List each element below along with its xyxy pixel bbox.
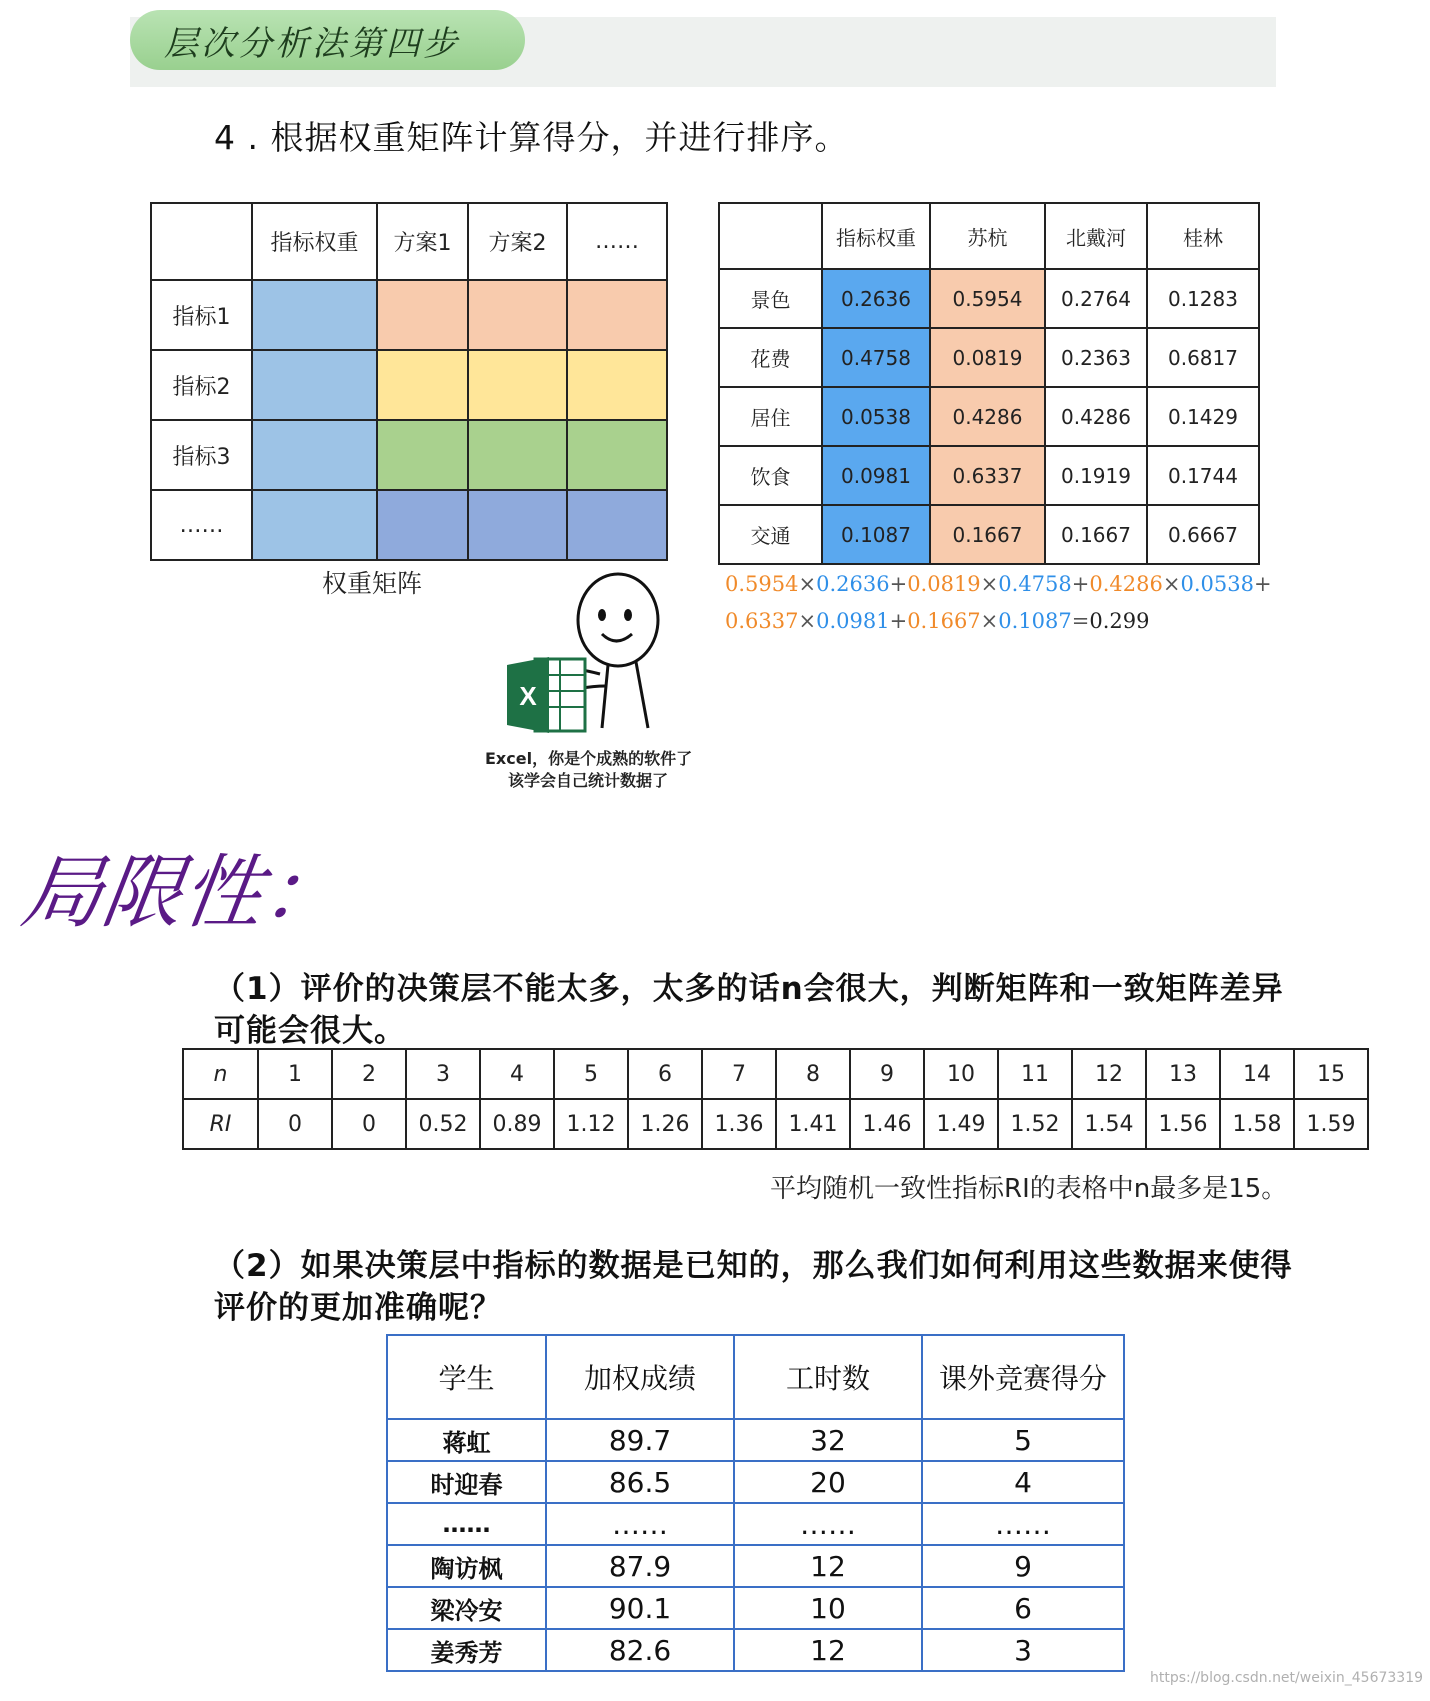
ri-value-cell: 0.52 <box>406 1099 480 1149</box>
ri-ri-label: RI <box>183 1099 258 1149</box>
scores-row <box>719 269 1259 328</box>
weight-cell: 0.4758 <box>822 328 930 387</box>
ri-n-cell: 6 <box>628 1049 702 1099</box>
formula-token: 0.1087 <box>998 609 1072 633</box>
student-value-cell: 90.1 <box>546 1587 734 1629</box>
ri-n-row <box>183 1049 1368 1099</box>
formula-token: × <box>1162 572 1181 596</box>
ri-value-cell: 1.49 <box>924 1099 998 1149</box>
section-title: 层次分析法第四步 <box>130 10 525 70</box>
ri-n-cell: 14 <box>1220 1049 1294 1099</box>
student-row <box>387 1419 1124 1461</box>
matrix-row-label: 指标2 <box>151 350 252 420</box>
student-name-cell: 陶访枫 <box>387 1545 546 1587</box>
matrix-header-cell: 方案2 <box>468 203 567 280</box>
scores-row <box>719 328 1259 387</box>
formula-token: + <box>889 609 908 633</box>
formula-token: 0.0538 <box>1180 572 1254 596</box>
student-value-cell: 12 <box>734 1545 922 1587</box>
ri-n-cell: 13 <box>1146 1049 1220 1099</box>
matrix-row-label: …… <box>151 490 252 560</box>
scores-header-cell: 桂林 <box>1147 203 1259 269</box>
watermark: https://blog.csdn.net/weixin_45673319 <box>1150 1670 1424 1686</box>
matrix-color-cell <box>252 350 377 420</box>
option-cell: 0.0819 <box>930 328 1045 387</box>
ri-value-cell: 1.46 <box>850 1099 924 1149</box>
ri-value-cell: 1.12 <box>554 1099 628 1149</box>
student-header-cell: 课外竞赛得分 <box>922 1335 1124 1419</box>
ri-value-cell: 1.56 <box>1146 1099 1220 1149</box>
matrix-color-cell <box>468 280 567 350</box>
scores-row-label: 花费 <box>719 328 822 387</box>
value-cell: 0.6817 <box>1147 328 1259 387</box>
weight-matrix-table <box>150 202 668 561</box>
ri-value-cell: 1.26 <box>628 1099 702 1149</box>
formula-token: × <box>980 572 999 596</box>
value-cell: 0.6667 <box>1147 505 1259 564</box>
matrix-row <box>151 490 667 560</box>
student-value-cell: 82.6 <box>546 1629 734 1671</box>
student-value-cell: 32 <box>734 1419 922 1461</box>
student-value-cell: 5 <box>922 1419 1124 1461</box>
ri-n-cell: 10 <box>924 1049 998 1099</box>
scores-header-cell <box>719 203 822 269</box>
formula-token: 0.0819 <box>907 572 981 596</box>
excel-icon <box>505 655 590 735</box>
formula-token: × <box>980 609 999 633</box>
scores-row-label: 居住 <box>719 387 822 446</box>
matrix-caption: 权重矩阵 <box>322 569 423 598</box>
student-header-cell: 学生 <box>387 1335 546 1419</box>
weight-cell: 0.0538 <box>822 387 930 446</box>
ri-value-cell: 1.58 <box>1220 1099 1294 1149</box>
ri-value-cell: 1.36 <box>702 1099 776 1149</box>
limitation-point-2-line-1: （2）如果决策层中指标的数据是已知的，那么我们如何利用这些数据来使得 <box>214 1248 1293 1284</box>
value-cell: 0.1429 <box>1147 387 1259 446</box>
ri-n-cell: 11 <box>998 1049 1072 1099</box>
student-name-cell: 蒋虹 <box>387 1419 546 1461</box>
scores-row-label: 饮食 <box>719 446 822 505</box>
ri-value-cell: 1.41 <box>776 1099 850 1149</box>
handwritten-limitations-title <box>16 828 350 958</box>
meme-caption-line-2: 该学会自己统计数据了 <box>508 771 669 790</box>
matrix-header-cell: …… <box>567 203 667 280</box>
scores-row <box>719 387 1259 446</box>
formula-line-2 <box>725 609 1150 633</box>
student-row <box>387 1503 1124 1545</box>
student-row <box>387 1545 1124 1587</box>
scores-header-cell: 指标权重 <box>822 203 930 269</box>
option-cell: 0.6337 <box>930 446 1045 505</box>
ri-value-cell: 1.52 <box>998 1099 1072 1149</box>
ri-value-row <box>183 1099 1368 1149</box>
matrix-color-cell <box>567 350 667 420</box>
formula-token: 0.6337 <box>725 609 799 633</box>
student-value-cell: …… <box>546 1503 734 1545</box>
student-value-cell: 10 <box>734 1587 922 1629</box>
student-name-cell: 姜秀芳 <box>387 1629 546 1671</box>
student-value-cell: 3 <box>922 1629 1124 1671</box>
student-value-cell: 86.5 <box>546 1461 734 1503</box>
scores-row <box>719 446 1259 505</box>
matrix-header-cell <box>151 203 252 280</box>
ri-n-cell: 5 <box>554 1049 628 1099</box>
matrix-row-label: 指标1 <box>151 280 252 350</box>
matrix-color-cell <box>377 280 468 350</box>
scores-header-cell: 苏杭 <box>930 203 1045 269</box>
matrix-color-cell <box>567 490 667 560</box>
ri-n-cell: 4 <box>480 1049 554 1099</box>
option-cell: 0.5954 <box>930 269 1045 328</box>
formula-line-1 <box>725 572 1272 596</box>
option-cell: 0.1667 <box>930 505 1045 564</box>
student-value-cell: 9 <box>922 1545 1124 1587</box>
formula-token: 0.1667 <box>907 609 981 633</box>
matrix-header-cell: 方案1 <box>377 203 468 280</box>
value-cell: 0.2363 <box>1045 328 1147 387</box>
formula-token: 0.4758 <box>998 572 1072 596</box>
matrix-row <box>151 420 667 490</box>
meme-caption-line-1: Excel，你是个成熟的软件了 <box>485 749 693 768</box>
ri-n-cell: 1 <box>258 1049 332 1099</box>
handwritten-title-text: 局限性： <box>16 845 350 939</box>
scores-table <box>718 202 1260 565</box>
matrix-color-cell <box>567 280 667 350</box>
option-cell: 0.4286 <box>930 387 1045 446</box>
ri-n-cell: 12 <box>1072 1049 1146 1099</box>
ri-n-label: n <box>183 1049 258 1099</box>
limitation-point-2-line-2: 评价的更加准确呢？ <box>214 1290 502 1326</box>
formula-token: × <box>798 572 817 596</box>
formula-token: 0.4286 <box>1089 572 1163 596</box>
scores-row-label: 交通 <box>719 505 822 564</box>
matrix-color-cell <box>567 420 667 490</box>
student-value-cell: 20 <box>734 1461 922 1503</box>
matrix-color-cell <box>468 490 567 560</box>
matrix-row <box>151 350 667 420</box>
student-name-cell: 梁冷安 <box>387 1587 546 1629</box>
student-row <box>387 1461 1124 1503</box>
ri-value-cell: 0 <box>332 1099 406 1149</box>
student-row <box>387 1587 1124 1629</box>
ri-n-cell: 9 <box>850 1049 924 1099</box>
student-name-cell: …… <box>387 1503 546 1545</box>
excel-letter: X <box>519 681 537 711</box>
student-value-cell: …… <box>922 1503 1124 1545</box>
formula-token: 0.5954 <box>725 572 799 596</box>
value-cell: 0.1283 <box>1147 269 1259 328</box>
matrix-color-cell <box>252 420 377 490</box>
weight-cell: 0.0981 <box>822 446 930 505</box>
ri-value-cell: 0.89 <box>480 1099 554 1149</box>
step-description: 4 . 根据权重矩阵计算得分，并进行排序。 <box>214 118 849 157</box>
student-value-cell: 12 <box>734 1629 922 1671</box>
ri-value-cell: 1.59 <box>1294 1099 1368 1149</box>
matrix-color-cell <box>252 490 377 560</box>
student-value-cell: …… <box>734 1503 922 1545</box>
formula-token: + <box>1071 572 1090 596</box>
ri-n-cell: 2 <box>332 1049 406 1099</box>
matrix-color-cell <box>468 350 567 420</box>
ri-n-cell: 15 <box>1294 1049 1368 1099</box>
matrix-color-cell <box>377 350 468 420</box>
limitation-point-1-line-2: 可能会很大。 <box>214 1013 406 1049</box>
ri-note: 平均随机一致性指标RI的表格中n最多是15。 <box>770 1174 1288 1204</box>
ri-table <box>182 1048 1369 1150</box>
scores-row-label: 景色 <box>719 269 822 328</box>
student-row <box>387 1629 1124 1671</box>
matrix-row <box>151 280 667 350</box>
student-header-cell: 工时数 <box>734 1335 922 1419</box>
student-value-cell: 6 <box>922 1587 1124 1629</box>
value-cell: 0.1667 <box>1045 505 1147 564</box>
matrix-color-cell <box>468 420 567 490</box>
student-value-cell: 87.9 <box>546 1545 734 1587</box>
matrix-color-cell <box>377 490 468 560</box>
ri-n-cell: 8 <box>776 1049 850 1099</box>
ri-value-cell: 1.54 <box>1072 1099 1146 1149</box>
student-header-cell: 加权成绩 <box>546 1335 734 1419</box>
weight-cell: 0.2636 <box>822 269 930 328</box>
formula-token: 0.0981 <box>816 609 890 633</box>
student-name-cell: 时迎春 <box>387 1461 546 1503</box>
limitation-point-1-line-1: （1）评价的决策层不能太多，太多的话n会很大，判断矩阵和一致矩阵差异 <box>214 971 1284 1007</box>
weight-cell: 0.1087 <box>822 505 930 564</box>
matrix-color-cell <box>252 280 377 350</box>
scores-header-cell: 北戴河 <box>1045 203 1147 269</box>
scores-row <box>719 505 1259 564</box>
student-value-cell: 4 <box>922 1461 1124 1503</box>
ri-value-cell: 0 <box>258 1099 332 1149</box>
matrix-header-cell: 指标权重 <box>252 203 377 280</box>
value-cell: 0.1919 <box>1045 446 1147 505</box>
formula-token: + <box>1253 572 1272 596</box>
student-value-cell: 89.7 <box>546 1419 734 1461</box>
value-cell: 0.2764 <box>1045 269 1147 328</box>
formula-token: × <box>798 609 817 633</box>
ri-n-cell: 3 <box>406 1049 480 1099</box>
value-cell: 0.1744 <box>1147 446 1259 505</box>
ri-n-cell: 7 <box>702 1049 776 1099</box>
student-data-table <box>386 1334 1125 1672</box>
value-cell: 0.4286 <box>1045 387 1147 446</box>
formula-token: + <box>889 572 908 596</box>
formula-token: 0.299 <box>1089 609 1150 633</box>
matrix-color-cell <box>377 420 468 490</box>
formula-token: = <box>1071 609 1090 633</box>
matrix-row-label: 指标3 <box>151 420 252 490</box>
formula-token: 0.2636 <box>816 572 890 596</box>
